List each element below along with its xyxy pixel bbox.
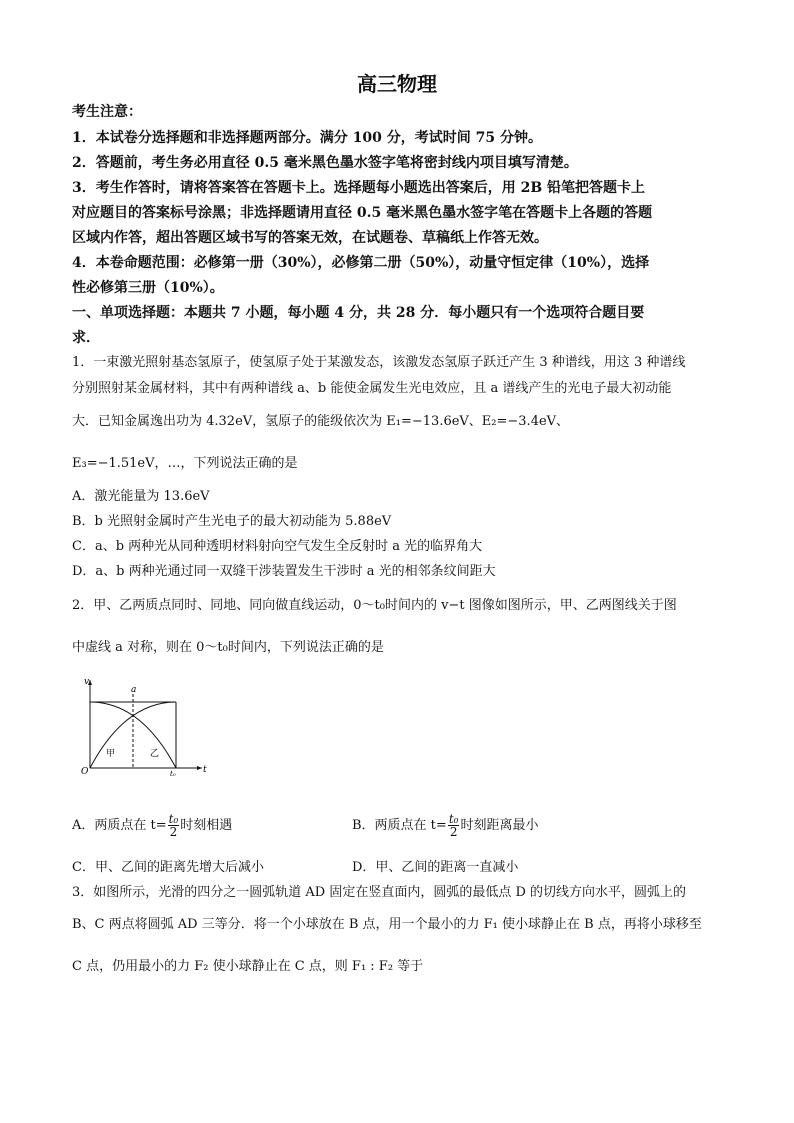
option-a-suffix: 时刻相遇	[180, 818, 233, 833]
question-1-text: 1．一束激光照射基态氢原子，使氢原子处于某激发态，该激发态氢原子跃迁产生 3 种谱线，用这 3 种谱线	[72, 355, 686, 370]
fraction-t0-over-2	[448, 813, 460, 838]
notice-item: 性必修第三册（10%）。	[72, 280, 224, 296]
question-1-text: 大．已知金属逸出功为 4.32eV，氢原子的能级依次为 E₁=−13.6eV、E₂=−3.4eV、	[72, 414, 570, 429]
question-2-option-c: C．甲、乙间的距离先增大后减小	[72, 860, 264, 875]
dashed-line-label: a	[131, 685, 137, 695]
question-1-option-c: C．a、b 两种光从同种透明材料射向空气发生全反射时 a 光的临界角大	[72, 539, 483, 554]
question-3-text: C 点，仍用最小的力 F₂ 使小球静止在 C 点，则 F₁ : F₂ 等于	[72, 959, 424, 974]
v-axis-label: v	[84, 677, 90, 687]
question-2-text: 2．甲、乙两质点同时、同地、同向做直线运动，0～t₀时间内的 v−t 图像如图所示，甲、乙两图线关于图	[72, 598, 677, 613]
t-axis-arrow	[197, 766, 202, 770]
question-1-text: 分别照射某金属材料，其中有两种谱线 a、b 能使金属发生光电效应，且 a 谱线产生的光电子最大初动能	[72, 381, 672, 396]
velocity-time-graph	[70, 672, 210, 776]
question-2-option-d: D．甲、乙间的距离一直减小	[352, 860, 519, 875]
question-1-option-a: A．激光能量为 13.6eV	[72, 489, 210, 504]
option-b-prefix: B．两质点在 t=	[352, 818, 447, 833]
notice-item: 2．答题前，考生务必用直径 0.5 毫米黑色墨水签字笔将密封线内项目填写清楚。	[72, 155, 578, 171]
fraction-denominator: 2	[169, 825, 178, 839]
section-heading: 一、单项选择题：本题共 7 小题，每小题 4 分，共 28 分．每小题只有一个选项符合题目要	[72, 305, 645, 321]
question-1-text: E₃=−1.51eV，…，下列说法正确的是	[72, 456, 298, 471]
notice-item: 对应题目的答案标号涂黑；非选择题请用直径 0.5 毫米黑色墨水签字笔在答题卡上各题的答题	[72, 205, 653, 221]
exam-title: 高三物理	[357, 72, 437, 96]
notice-item: 区域内作答，超出答题区域书写的答案无效，在试题卷、草稿纸上作答无效。	[72, 230, 548, 246]
t0-label: t₀	[170, 770, 176, 776]
fraction-t0-over-2	[168, 813, 180, 838]
notice-item: 4．本卷命题范围：必修第一册（30%），必修第二册（50%），动量守恒定律（10%），选择	[72, 255, 650, 271]
notice-item: 1．本试卷分选择题和非选择题两部分。满分 100 分，考试时间 75 分钟。	[72, 130, 542, 146]
question-2-option-b	[352, 813, 652, 838]
fraction-numerator: t₀	[168, 812, 179, 826]
fraction-numerator: t₀	[448, 812, 459, 826]
section-heading-cont: 求．	[72, 330, 100, 346]
question-2-option-a	[72, 813, 352, 838]
question-2-text: 中虚线 a 对称，则在 0～t₀时间内，下列说法正确的是	[72, 640, 384, 655]
question-3-text: B、C 两点将圆弧 AD 三等分．将一个小球放在 B 点，用一个最小的力 F₁ 使小球静止在 B 点，再将小球移至	[72, 917, 702, 932]
question-1-option-d: D．a、b 两种光通过同一双缝干涉装置发生干涉时 a 光的相邻条纹间距大	[72, 564, 496, 579]
origin-label: O	[81, 767, 89, 776]
t-axis-label: t	[203, 765, 207, 775]
question-1-option-b: B．b 光照射金属时产生光电子的最大初动能为 5.88eV	[72, 514, 392, 529]
notice-item: 3．考生作答时，请将答案答在答题卡上。选择题每小题选出答案后，用 2B 铅笔把答题卡上	[72, 180, 646, 196]
option-b-suffix: 时刻距离最小	[460, 818, 539, 833]
question-3-text: 3．如图所示，光滑的四分之一圆弧轨道 AD 固定在竖直面内，圆弧的最低点 D 的切线方向水平，圆弧上的	[72, 885, 687, 900]
curve-yi-label: 乙	[150, 749, 160, 759]
option-a-prefix: A．两质点在 t=	[72, 818, 167, 833]
notice-heading: 考生注意：	[72, 104, 142, 120]
curve-jia-label: 甲	[106, 749, 116, 759]
fraction-denominator: 2	[449, 825, 458, 839]
